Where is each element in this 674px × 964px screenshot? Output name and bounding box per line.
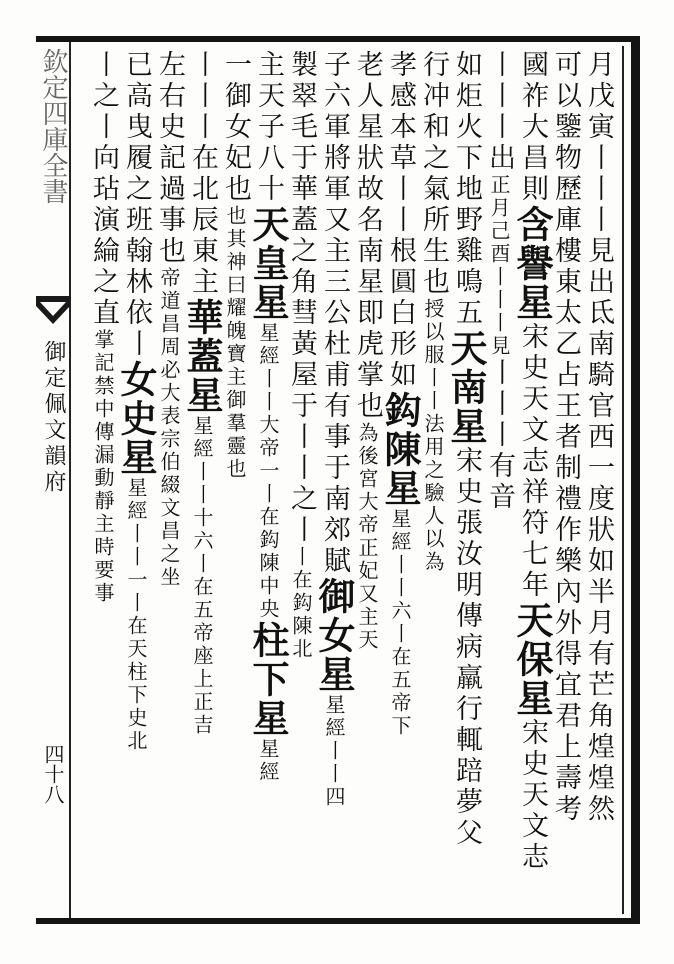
entry-headword: 天保星 (510, 601, 554, 718)
body-text: 宋史天文志 (517, 718, 548, 873)
note-text: 星經丨丨十六丨在五帝座上正吉 (190, 415, 214, 737)
body-text: 老人星狀故名南星即虎掌也 (352, 50, 383, 422)
body-text: 月戊寅丨丨丨見出氐南騎官西一度狀如半月有芒角煌煌然 (583, 50, 614, 825)
body-text: 左右史記過事也 (154, 50, 185, 267)
body-text: 如炬火下地野雞鳴五 (451, 50, 482, 329)
entry-headword: 鈎陳星 (378, 391, 422, 508)
entry-headword: 含譽星 (510, 205, 554, 322)
margin-book-title: 御定佩文韻府 (41, 340, 66, 496)
bottom-border (36, 918, 640, 924)
body-text: 製翠毛于華蓋之角彗黃屋于丨丨之丨 (286, 50, 317, 546)
right-inner-border (622, 46, 624, 914)
entry-headword: 御女星 (312, 577, 356, 694)
right-border (631, 36, 640, 924)
note-text: 正月己酉丨丨丨見 (487, 174, 511, 358)
margin-series-title: 欽定四庫全書 (38, 48, 68, 204)
top-border (36, 36, 640, 42)
note-text: 星經丨丨六丨在五帝下 (388, 508, 412, 738)
note-text: 星經丨丨大帝一丨在鈎陳中央 (256, 322, 280, 621)
body-text: 行冲和之氣所生也 (418, 50, 449, 298)
body-text: 丨丨丨有音 (484, 358, 515, 513)
body-text: 丨丨丨出 (484, 50, 515, 174)
body-text: 可以鑒物歷庫樓東太乙占王者制禮作樂內外得宜君上壽考 (550, 50, 581, 825)
entry-headword: 華蓋星 (180, 298, 224, 415)
body-text: 子六軍將軍又主三公杜甫有事于南郊賦 (319, 50, 350, 577)
note-text: 授以服丨丨法用之驗人以為 (421, 298, 445, 574)
entry-headword: 女史星 (114, 360, 158, 477)
note-text: 星經丨丨四 (322, 694, 346, 809)
fish-tail-mark (36, 292, 70, 332)
note-text: 為後宮大帝正妃又主天 (355, 422, 379, 652)
body-text: 主天子八十 (253, 50, 284, 205)
entry-headword: 柱下星 (246, 621, 290, 738)
body-text: 宋史天文志祥符七年 (517, 322, 548, 601)
body-text: 丨之丨向玷演綸之直 (88, 50, 119, 329)
margin-folio-number: 四十八 (41, 744, 65, 804)
body-text: 一御女妃也 (220, 50, 251, 205)
note-text: 丨在鈎陳北 (289, 546, 313, 661)
note-text: 掌記禁中傳漏動靜主時要事 (91, 329, 115, 605)
note-text: 也其神曰耀魄寶主御羣靈也 (223, 205, 247, 481)
body-text: 已高曳履之班翰林依丨 (121, 50, 152, 360)
body-text: 孝感本草丨丨根圓白形如 (385, 50, 416, 391)
note-text: 星經丨丨一丨在天柱下史北 (124, 477, 148, 753)
note-text: 帝道昌周必大表宗伯綴文昌之坐 (157, 267, 181, 589)
text-column (83, 50, 123, 605)
body-text: 宋史張汝明傳病羸行輒踣夢父 (451, 446, 482, 849)
entry-headword: 天南星 (444, 329, 488, 446)
note-text: 星經 (256, 738, 280, 784)
entry-headword: 天皇星 (246, 205, 290, 322)
body-text: 丨丨丨在北辰東主 (187, 50, 218, 298)
body-text: 國祚大昌則 (517, 50, 548, 205)
